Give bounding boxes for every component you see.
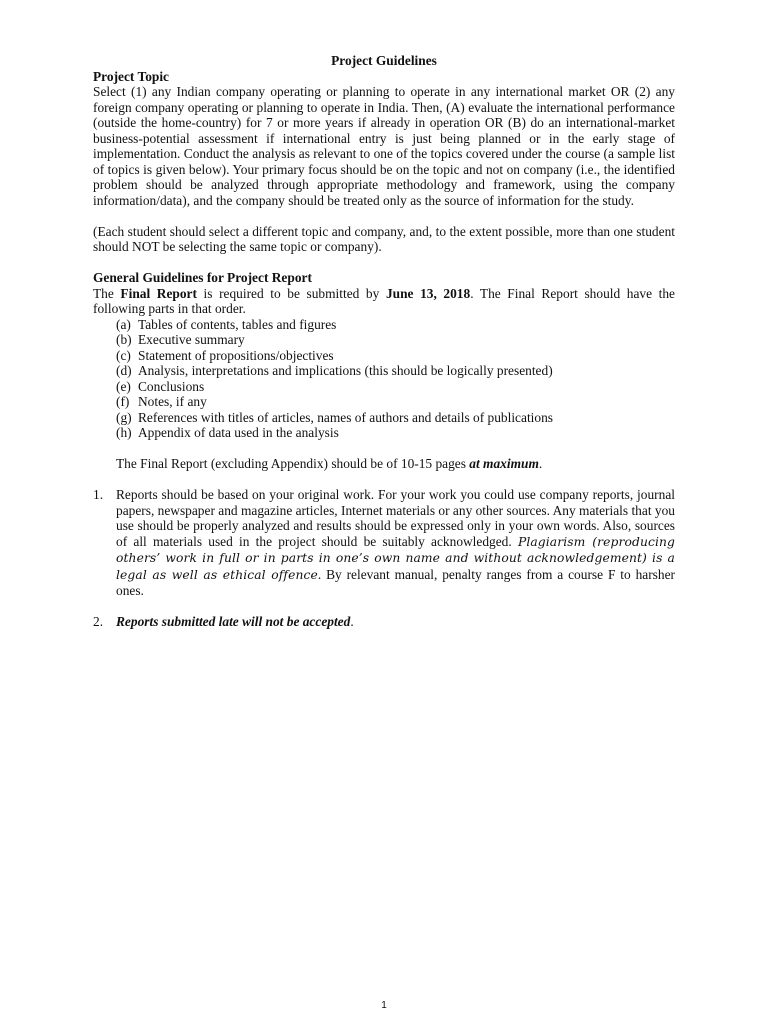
document-page <box>93 53 675 630</box>
page-number: 1 <box>381 1000 387 1011</box>
rules-list <box>93 487 675 630</box>
final-report-intro: The Final Report is required to be submitted by June 13, 2018. The Final Report should have the following parts in that order. <box>93 285 676 316</box>
page-title: Project Guidelines <box>331 53 437 68</box>
page-length-note: The Final Report (excluding Appendix) should be of 10-15 pages at maximum. <box>116 456 543 471</box>
list-item: (f) Notes, if any <box>116 394 207 409</box>
list-item: (c) Statement of propositions/objectives <box>116 347 334 363</box>
list-item: (h) Appendix of data used in the analysis <box>116 425 339 440</box>
plagiarism-statement: Plagiarism (reproducing others’ work in full or in parts in one’s own name and without acknowledgement) is a legal as well as ethical offence <box>116 534 675 582</box>
list-item: (b) Executive summary <box>116 332 245 347</box>
at-maximum-emphasis: at maximum <box>469 456 539 471</box>
final-report-term: Final Report <box>120 285 197 301</box>
selection-note: (Each student should select a different topic and company, and, to the extent possible, more than one student should NOT be selecting the same topic or company). <box>93 223 675 254</box>
rule-item-late-submission: 2. Reports submitted late will not be accepted. <box>93 614 354 629</box>
list-item: (a) Tables of contents, tables and figures <box>116 316 337 332</box>
project-topic-heading: Project Topic <box>93 68 169 84</box>
general-guidelines-heading: General Guidelines for Project Report <box>93 270 312 285</box>
late-submission-warning: Reports submitted late will not be accepted <box>116 614 351 629</box>
list-item: (e) Conclusions <box>116 378 205 394</box>
due-date: June 13, 2018 <box>385 285 471 301</box>
rule-item-original-work: 1. Reports should be based on your original work. For your work you could use company reports, journal papers, newspaper and magazine articles, Internet materials or any other sources. Any materials that you use should be properly analyzed and results should be expressed only in your own words. Also, sources of all materials used in the project should be suitably acknowledged. Plagiarism (reproducing others’ work in full or in parts in one’s own name and without acknowledgement) is a legal as well as ethical offence. By relevant manual, penalty ranges from a course F to harsher ones. <box>93 487 675 598</box>
report-parts-list <box>93 317 675 441</box>
list-item: (g) References with titles of articles, names of authors and details of publications <box>116 409 553 425</box>
list-item: (d) Analysis, interpretations and implications (this should be logically presented) <box>116 363 553 378</box>
project-topic-paragraph: Select (1) any Indian company operating or planning to operate in any international market OR (2) any foreign company operating or planning to operate in India. Then, (A) evaluate the international performance (outside the home-country) for 7 or more years if already in operation OR (B) do an international-market business-potential assessment if international entry is just being planned or in the early stage of implementation. Conduct the analysis as relevant to one of the topics covered under the course (a sample list of topics is given below). Your primary focus should be on the topic and not on company (i.e., the identified problem should be analyzed through appropriate methodology and framework, using the company information/data), and the company should be treated only as the source of information for the study. <box>93 84 675 208</box>
